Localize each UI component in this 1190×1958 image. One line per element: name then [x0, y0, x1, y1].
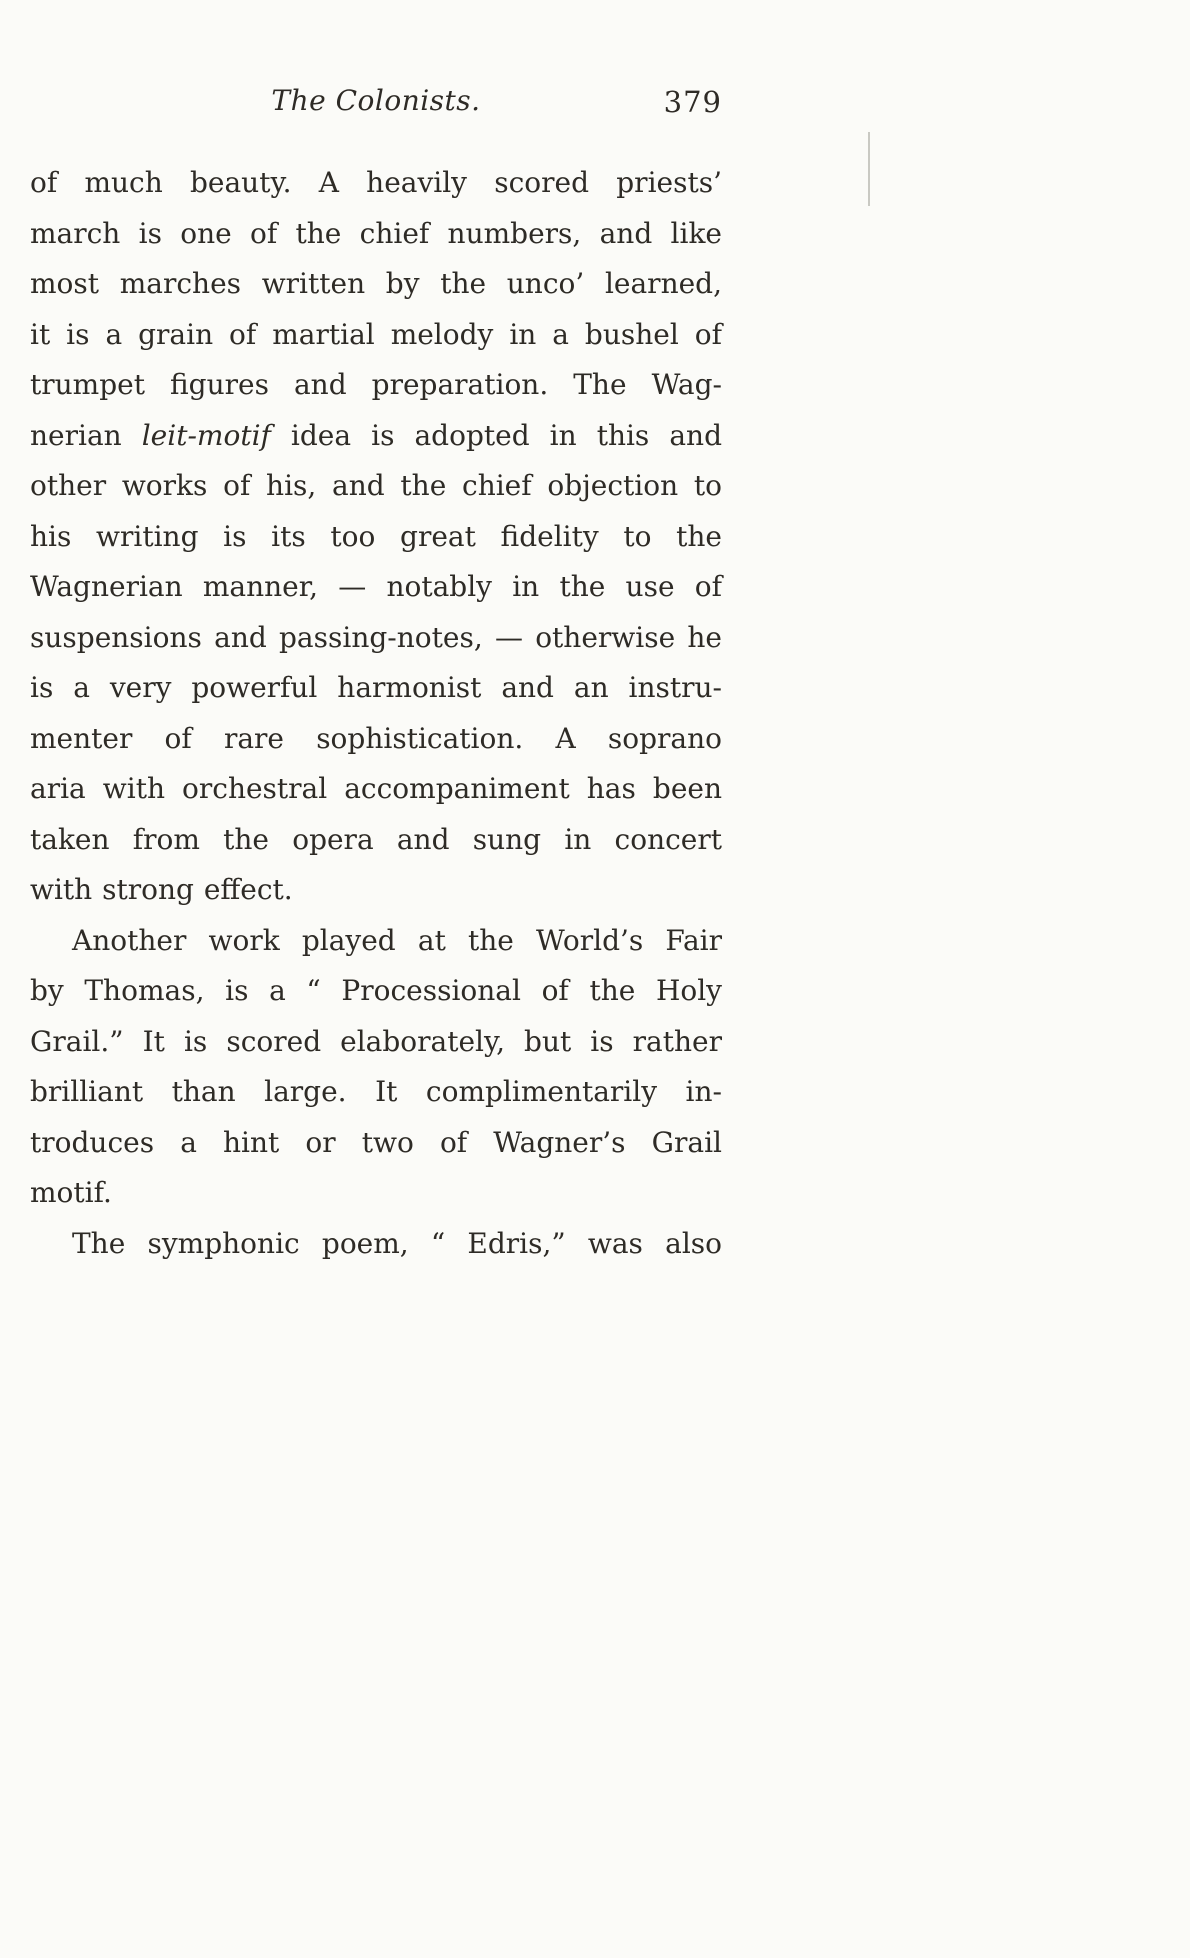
text-line: with strong effect.	[30, 873, 293, 906]
text-line: march is one of the chief numbers, and like	[30, 216, 722, 250]
running-title: The Colonists.	[271, 84, 481, 117]
text-line: Another work played at the World’s Fair	[72, 923, 722, 957]
text-line: other works of his, and the chief objection to	[30, 469, 722, 502]
italic-term: leit-motif	[141, 418, 271, 452]
text-line: Wagnerian manner, — notably in the use of	[30, 570, 722, 603]
text-segment: idea is adopted in this and	[270, 418, 722, 452]
scan-artifact	[868, 132, 870, 206]
text-line: his writing is its too great fidelity to the	[30, 519, 722, 553]
text-line: it is a grain of martial melody in a bushel of	[30, 317, 722, 351]
text-line: is a very powerful harmonist and an instru-	[30, 671, 722, 704]
text-line: brilliant than large. It complimentarily in-	[30, 1075, 722, 1108]
text-line: trumpet figures and preparation. The Wag-	[30, 368, 722, 401]
text-line: menter of rare sophistication. A soprano	[30, 721, 722, 755]
paragraph-3	[30, 1219, 722, 1270]
text-line: of much beauty. A heavily scored priests’	[30, 166, 722, 199]
text-line: most marches written by the unco’ learned,	[30, 267, 722, 300]
text-line: suspensions and passing-notes, — otherwise he	[30, 620, 722, 654]
text-segment: nerian	[30, 418, 142, 452]
text-line: motif.	[30, 1176, 112, 1209]
paragraph-2	[30, 916, 722, 1219]
text-line: aria with orchestral accompaniment has been	[30, 772, 722, 805]
text-line: The symphonic poem, “ Edris,” was also	[72, 1226, 722, 1260]
text-line: taken from the opera and sung in concert	[30, 822, 722, 856]
text-line: by Thomas, is a “ Processional of the Holy	[30, 974, 722, 1007]
text-line: troduces a hint or two of Wagner’s Grail	[30, 1125, 722, 1159]
text-line: Grail.” It is scored elaborately, but is rather	[30, 1024, 722, 1058]
page-number: 379	[663, 85, 722, 119]
page-header	[30, 84, 722, 128]
page-content	[30, 84, 722, 1269]
text-line	[30, 411, 722, 462]
paragraph-1	[30, 158, 722, 916]
